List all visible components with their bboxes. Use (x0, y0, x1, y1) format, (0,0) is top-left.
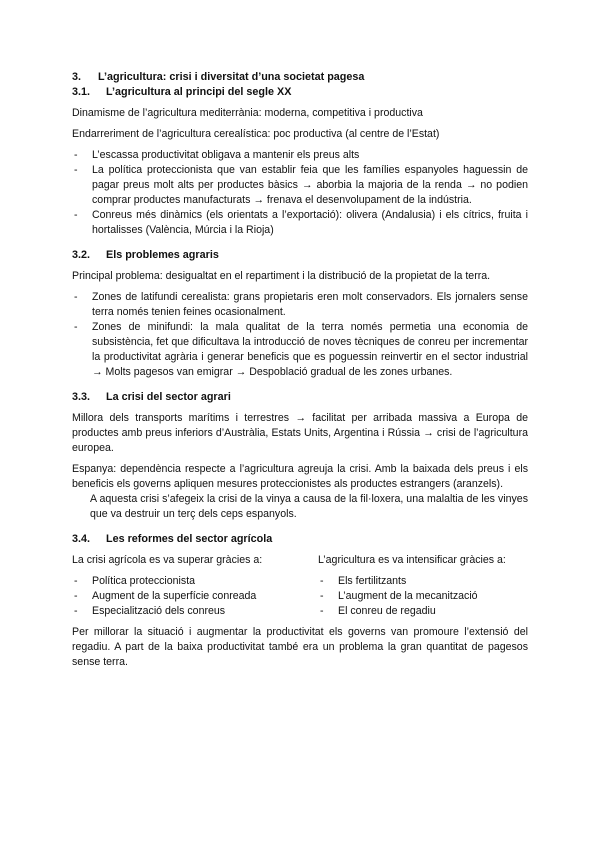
paragraph: Dinamisme de l’agricultura mediterrània: moderna, competitiva i productiva (72, 107, 423, 119)
bullet-dash: - (74, 164, 78, 176)
subsection-heading-3-2 (72, 248, 528, 263)
section-heading (72, 70, 528, 85)
bullet-dash: - (74, 149, 78, 161)
section-title: L’agricultura: crisi i diversitat d’una societat pagesa (98, 71, 365, 83)
paragraph: Per millorar la situació i augmentar la productivitat els governs van promoure l’extensió del regadiu. A part de la baixa productivitat també era un problema la gran quantitat de pagesos sense terra. (72, 626, 528, 668)
subsection-title: L’agricultura al principi del segle XX (106, 86, 292, 98)
subsection-heading-3-1 (72, 85, 528, 100)
document-page (72, 70, 528, 670)
subsection-heading-3-3 (72, 390, 528, 405)
list-item: - Zones de minifundi: la mala qualitat de la terra només permetia una economia de subsistència, fet que dificultava la introducció de noves tècniques de conreu per incrementar la productivitat agrària i generar beneficis que es poguessin reinvertir en el sector industrial → Molts pagesos van emigrar → Despoblació gradual de les zones urbanes. (74, 321, 528, 378)
bullet-list (72, 148, 528, 238)
list-item: - Augment de la superfície conreada (74, 590, 257, 602)
list-item: - La política proteccionista que van establir feia que les famílies espanyoles haguessin de pagar preus molt alts per productes bàsics → aborbia la majoria de la renda → no podien comprar productes manufacturats → frenava el desenvolupament de la indústria. (74, 164, 528, 206)
bullet-dash: - (74, 209, 78, 221)
list-item: - Especialització dels conreus (74, 605, 226, 617)
right-column (318, 553, 528, 619)
bullet-list (72, 290, 528, 380)
list-item: - Zones de latifundi cerealista: grans propietaris eren molt conservadors. Els jornalers sense terra només tenien feines ocasionalment. (74, 291, 528, 318)
bullet-dash: - (320, 590, 324, 602)
bullet-dash: - (74, 575, 78, 587)
paragraph: Principal problema: desigualtat en el repartiment i la distribució de la propietat de la terra. (72, 270, 491, 282)
bullet-dash: - (320, 605, 324, 617)
subsection-title: Els problemes agraris (106, 249, 219, 261)
paragraph: Millora dels transports marítims i terrestres → facilitat per arribada massiva a Europa de productes amb preus inferiors d’Austràlia, Estats Units, Argentina i Rússia → crisi de l’agricultura europea. (72, 412, 528, 454)
subsection-title: Les reformes del sector agrícola (106, 533, 273, 545)
bullet-dash: - (74, 291, 78, 303)
subsection-title: La crisi del sector agrari (106, 391, 231, 403)
paragraph-indented: A aquesta crisi s’afegeix la crisi de la vinya a causa de la fil·loxera, una malaltia de les vinyes que va destruir un terç dels ceps espanyols. (90, 493, 528, 520)
bullet-dash: - (74, 605, 78, 617)
two-column-lists (72, 553, 528, 619)
column-heading: La crisi agrícola es va superar gràcies a: (72, 554, 263, 566)
list-item: - L’escassa productivitat obligava a mantenir els preus alts (74, 149, 360, 161)
list-item: - L’augment de la mecanització (320, 590, 478, 602)
paragraph: Espanya: dependència respecte a l’agricultura agreuja la crisi. Amb la baixada dels preus i els beneficis els governs apliquen mesures proteccionistes als productes estrangers (aranzels). (72, 463, 528, 490)
column-heading: L’agricultura es va intensificar gràcies a: (318, 554, 506, 566)
bullet-list (72, 574, 318, 619)
paragraph: Endarreriment de l’agricultura cerealística: poc productiva (al centre de l’Estat) (72, 128, 440, 140)
section-number: 3. (72, 71, 82, 83)
list-item: - Els fertilitzants (320, 575, 407, 587)
subsection-number: 3.1. (72, 86, 91, 98)
subsection-number: 3.4. (72, 533, 91, 545)
bullet-dash: - (74, 321, 78, 333)
bullet-dash: - (320, 575, 324, 587)
subsection-number: 3.2. (72, 249, 91, 261)
bullet-dash: - (74, 590, 78, 602)
bullet-list (318, 574, 528, 619)
list-item: - El conreu de regadiu (320, 605, 436, 617)
subsection-heading-3-4 (72, 532, 528, 547)
list-item: - Conreus més dinàmics (els orientats a l’exportació): olivera (Andalusia) i els cítrics, fruita i hortalisses (València, Múrcia i la Rioja) (74, 209, 528, 236)
subsection-number: 3.3. (72, 391, 91, 403)
left-column (72, 553, 318, 619)
list-item: - Política proteccionista (74, 575, 196, 587)
